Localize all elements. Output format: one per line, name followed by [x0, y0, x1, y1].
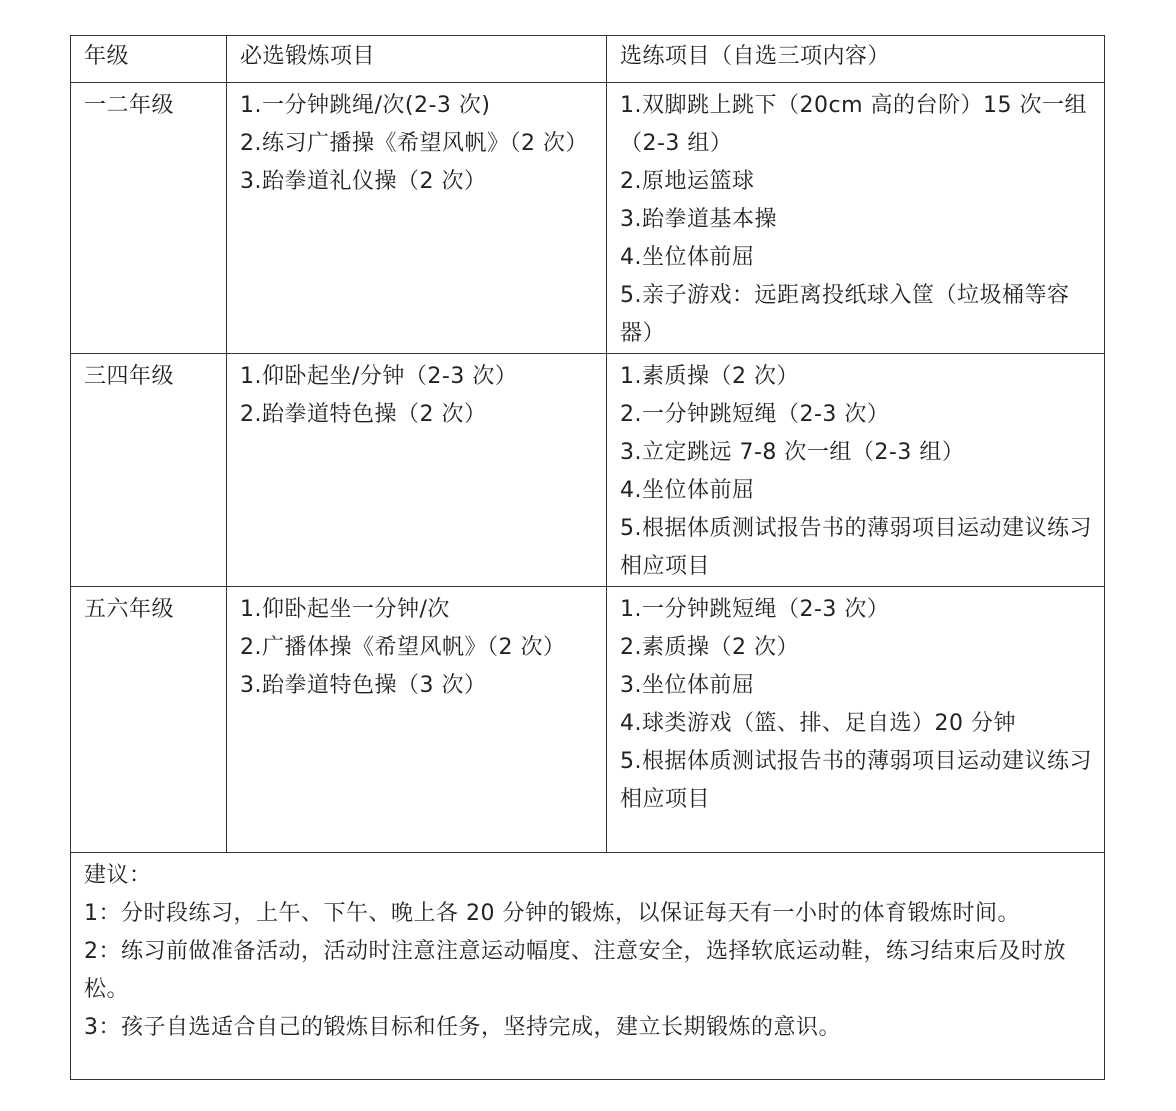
required-cell	[227, 83, 607, 354]
optional-item: 4.坐位体前屈	[620, 245, 755, 270]
suggestions-cell	[71, 853, 1105, 1080]
required-item: 1.一分钟跳绳/次(2-3 次)	[240, 93, 491, 118]
required-item: 2.练习广播操《希望风帆》（2 次）	[240, 131, 588, 156]
grade-cell	[71, 354, 227, 587]
header-required: 必选锻炼项目	[240, 44, 376, 69]
suggestions-row	[71, 853, 1105, 1080]
table-header-row	[71, 36, 1105, 83]
optional-item: 5.根据体质测试报告书的薄弱项目运动建议练习相应项目	[620, 516, 1092, 579]
grade-label: 五六年级	[84, 597, 175, 622]
optional-item: 2.一分钟跳短绳（2-3 次）	[620, 402, 890, 427]
grade-cell	[71, 587, 227, 853]
suggestion-item: 1：分时段练习，上午、下午、晚上各 20 分钟的锻炼，以保证每天有一小时的体育锻炼时间。	[84, 901, 1020, 926]
optional-cell	[607, 587, 1105, 853]
header-optional-cell	[607, 36, 1105, 83]
suggestions-title: 建议：	[84, 863, 152, 888]
grade-label: 一二年级	[84, 93, 175, 118]
header-optional: 选练项目（自选三项内容）	[620, 44, 891, 69]
header-grade-cell	[71, 36, 227, 83]
required-item: 2.广播体操《希望风帆》（2 次）	[240, 635, 566, 660]
optional-item: 5.亲子游戏：远距离投纸球入筐（垃圾桶等容器）	[620, 283, 1070, 346]
required-item: 1.仰卧起坐一分钟/次	[240, 597, 450, 622]
suggestion-item: 3：孩子自选适合自己的锻炼目标和任务，坚持完成，建立长期锻炼的意识。	[84, 1015, 841, 1040]
optional-item: 3.跆拳道基本操	[620, 207, 777, 232]
required-item: 1.仰卧起坐/分钟（2-3 次）	[240, 364, 518, 389]
optional-item: 4.球类游戏（篮、排、足自选）20 分钟	[620, 711, 1016, 736]
optional-item: 3.立定跳远 7-8 次一组（2-3 组）	[620, 440, 965, 465]
required-cell	[227, 354, 607, 587]
table-row	[71, 587, 1105, 853]
optional-item: 3.坐位体前屈	[620, 673, 755, 698]
required-item: 2.跆拳道特色操（2 次）	[240, 402, 487, 427]
suggestion-item: 2：练习前做准备活动，活动时注意注意运动幅度、注意安全，选择软底运动鞋，练习结束后及时放松。	[84, 939, 1067, 1002]
required-item: 3.跆拳道礼仪操（2 次）	[240, 169, 487, 194]
required-cell	[227, 587, 607, 853]
optional-item: 2.素质操（2 次）	[620, 635, 799, 660]
optional-cell	[607, 354, 1105, 587]
required-item: 3.跆拳道特色操（3 次）	[240, 673, 487, 698]
optional-item: 4.坐位体前屈	[620, 478, 755, 503]
optional-item: 2.原地运篮球	[620, 169, 755, 194]
optional-item: 1.一分钟跳短绳（2-3 次）	[620, 597, 890, 622]
optional-item: 1.双脚跳上跳下（20cm 高的台阶）15 次一组（2-3 组）	[620, 93, 1087, 156]
exercise-plan-table	[70, 35, 1105, 1080]
table-row	[71, 83, 1105, 354]
optional-cell	[607, 83, 1105, 354]
optional-item: 1.素质操（2 次）	[620, 364, 799, 389]
header-required-cell	[227, 36, 607, 83]
grade-cell	[71, 83, 227, 354]
header-grade: 年级	[84, 44, 130, 69]
optional-item: 5.根据体质测试报告书的薄弱项目运动建议练习相应项目	[620, 749, 1092, 812]
table-row	[71, 354, 1105, 587]
grade-label: 三四年级	[84, 364, 175, 389]
